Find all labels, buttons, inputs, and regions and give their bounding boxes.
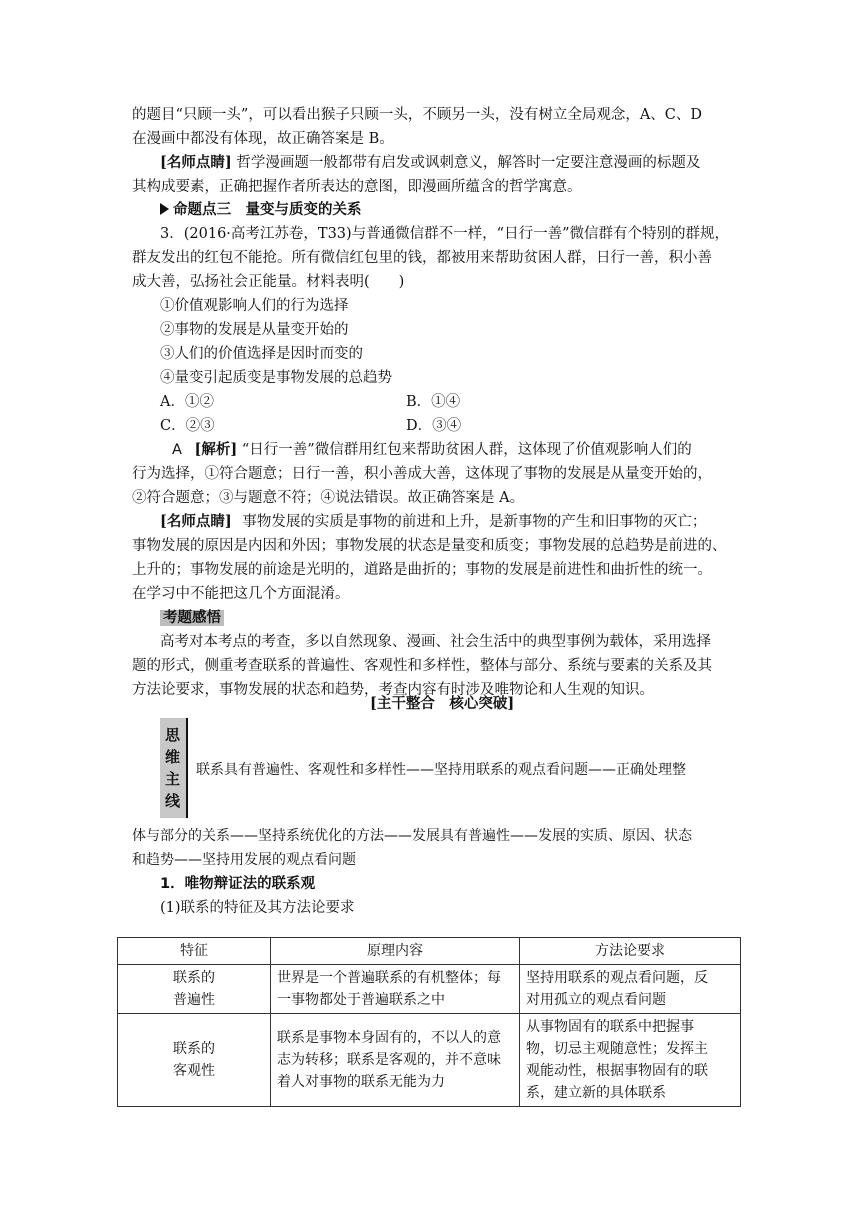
insight-line1: 高考对本考点的考查，多以自然现象、漫画、社会生活中的典型事例为载体，采用选择 <box>160 634 711 650</box>
insight-heading-row <box>160 608 224 628</box>
section3-heading: 命题点三 量变与质变的关系 <box>173 202 362 218</box>
option-c: C．②③ <box>160 418 215 434</box>
answer-text1: “日行一善”微信群用红包来帮助贫困人群，这体现了价值观影响人们的 <box>241 442 692 458</box>
answer-letter: A <box>172 442 182 458</box>
tip2-text1: 事物发展的实质是事物的前进和上升，是新事物的产生和旧事物的灭亡； <box>242 514 707 530</box>
mainline-text1: 联系具有普遍性、客观性和多样性——坚持用联系的观点看问题——正确处理整 <box>196 762 686 778</box>
mainline-text2: 体与部分的关系——坚持系统优化的方法——发展具有普遍性——发展的实质、原因、状态 <box>132 828 692 844</box>
cell-line: 普遍性 <box>173 992 215 1008</box>
tip2-line3: 上升的；事物发展的前途是光明的，道路是曲折的；事物的发展是前进性和曲折性的统一。 <box>132 562 712 578</box>
cell-line: 坚持用联系的观点看问题，反 <box>526 970 708 986</box>
mainline-char-1: 思 <box>165 726 181 744</box>
cell-line: 联系是事物本身固有的，不以人的意 <box>277 1030 501 1046</box>
feature-table <box>117 937 741 1107</box>
table-cell-principle <box>271 965 520 1014</box>
table-cell-method <box>520 1014 741 1107</box>
cell-line: 客观性 <box>173 1063 215 1079</box>
tip1-line1 <box>160 153 700 173</box>
table-header-row <box>118 938 741 965</box>
question-item-3: ③人们的价值选择是因时而变的 <box>160 346 363 362</box>
answer-line1 <box>172 440 692 460</box>
mainline-text3: 和趋势——坚持用发展的观点看问题 <box>132 852 356 868</box>
cell-line: 世界是一个普遍联系的有机整体；每 <box>277 970 501 986</box>
para1-line2: 在漫画中都没有体现，故正确答案是 B。 <box>132 131 394 147</box>
option-b: B．①④ <box>406 394 461 410</box>
answer-line2: 行为选择，①符合题意；日行一善，积小善成大善，这体现了事物的发展是从量变开始的， <box>132 466 712 482</box>
question-item-2: ②事物的发展是从量变开始的 <box>160 322 349 338</box>
table-header-principle: 原理内容 <box>271 938 520 965</box>
question-line1 <box>160 224 729 244</box>
question-number: 3． <box>160 226 184 242</box>
mainline-divider <box>186 718 188 818</box>
cell-line: 着人对事物的联系无能为力 <box>277 1074 445 1090</box>
tip1-line2: 其构成要素，正确把握作者所表达的意图，即漫画所蕴含的哲学寓意。 <box>132 179 582 195</box>
tip1-text1: 哲学漫画题一般都带有启发或讽刺意义，解答时一定要注意漫画的标题及 <box>236 155 701 171</box>
cell-line: 联系的 <box>173 1041 215 1057</box>
answer-label: [解析] <box>194 441 238 458</box>
table-cell-feature <box>118 965 271 1014</box>
para1-line1: 的题目“只顾一头”，可以看出猴子只顾一头，不顾另一头，没有树立全局观念，A、C、D <box>132 107 703 123</box>
tip2-label: [名师点睛] <box>160 513 232 530</box>
cell-line: 一事物都处于普遍联系之中 <box>277 992 445 1008</box>
cell-line: 观能动性，根据事物固有的联 <box>526 1063 708 1079</box>
table-header-method: 方法论要求 <box>520 938 741 965</box>
cell-line: 志为转移；联系是客观的，并不意味 <box>277 1052 501 1068</box>
tip2-line1 <box>160 512 706 532</box>
option-a: A．①② <box>160 394 214 410</box>
cell-line: 系，建立新的具体联系 <box>526 1085 666 1101</box>
answer-line3: ②符合题意；③与题意不符；④说法错误。故正确答案是 A。 <box>132 490 525 506</box>
core-heading: [主干整合 核心突破] <box>370 695 515 712</box>
table-cell-feature <box>118 1014 271 1107</box>
question-item-4: ④量变引起质变是事物发展的总趋势 <box>160 370 392 386</box>
cell-line: 对用孤立的观点看问题 <box>526 992 666 1008</box>
mainline-char-3: 主 <box>165 770 181 788</box>
insight-line3: 方法论要求，事物发展的状态和趋势，考查内容有时涉及唯物论和人生观的知识。 <box>132 682 654 698</box>
table-cell-principle <box>271 1014 520 1107</box>
table-cell-method <box>520 965 741 1014</box>
question-text1: 与普通微信群不一样，“日行一善”微信群有个特别的群规， <box>351 226 730 242</box>
table-row <box>118 965 741 1014</box>
point1-heading: 1．唯物辩证法的联系观 <box>160 876 316 892</box>
point1-sub: (1)联系的特征及其方法论要求 <box>160 900 355 916</box>
question-line3: 成大善，弘扬社会正能量。材料表明( ) <box>132 274 405 290</box>
table-row <box>118 1014 741 1107</box>
tip2-line4: 在学习中不能把这几个方面混淆。 <box>132 586 350 602</box>
question-item-1: ①价值观影响人们的行为选择 <box>160 298 349 314</box>
triangle-icon <box>160 203 169 215</box>
option-d: D．③④ <box>406 418 462 434</box>
question-line2: 群友发出的红包不能抢。所有微信红包里的钱，都被用来帮助贫困人群，日行一善，积小善 <box>132 250 712 266</box>
question-source: (2016·高考江苏卷，T33) <box>183 226 352 242</box>
table-header-feature: 特征 <box>118 938 271 965</box>
tip1-label: [名师点睛] <box>160 154 232 171</box>
mainline-char-4: 线 <box>165 792 181 810</box>
insight-heading: 考题感悟 <box>160 610 224 626</box>
mainline-char-2: 维 <box>165 748 181 766</box>
cell-line: 联系的 <box>173 970 215 986</box>
tip2-line2: 事物发展的原因是内因和外因；事物发展的状态是量变和质变；事物发展的总趋势是前进的、 <box>132 538 727 554</box>
insight-line2: 题的形式，侧重考查联系的普遍性、客观性和多样性，整体与部分、系统与要素的关系及其 <box>132 658 712 674</box>
section3-heading-row <box>160 200 362 220</box>
cell-line: 物，切忌主观随意性；发挥主 <box>526 1041 708 1057</box>
cell-line: 从事物固有的联系中把握事 <box>526 1019 694 1035</box>
